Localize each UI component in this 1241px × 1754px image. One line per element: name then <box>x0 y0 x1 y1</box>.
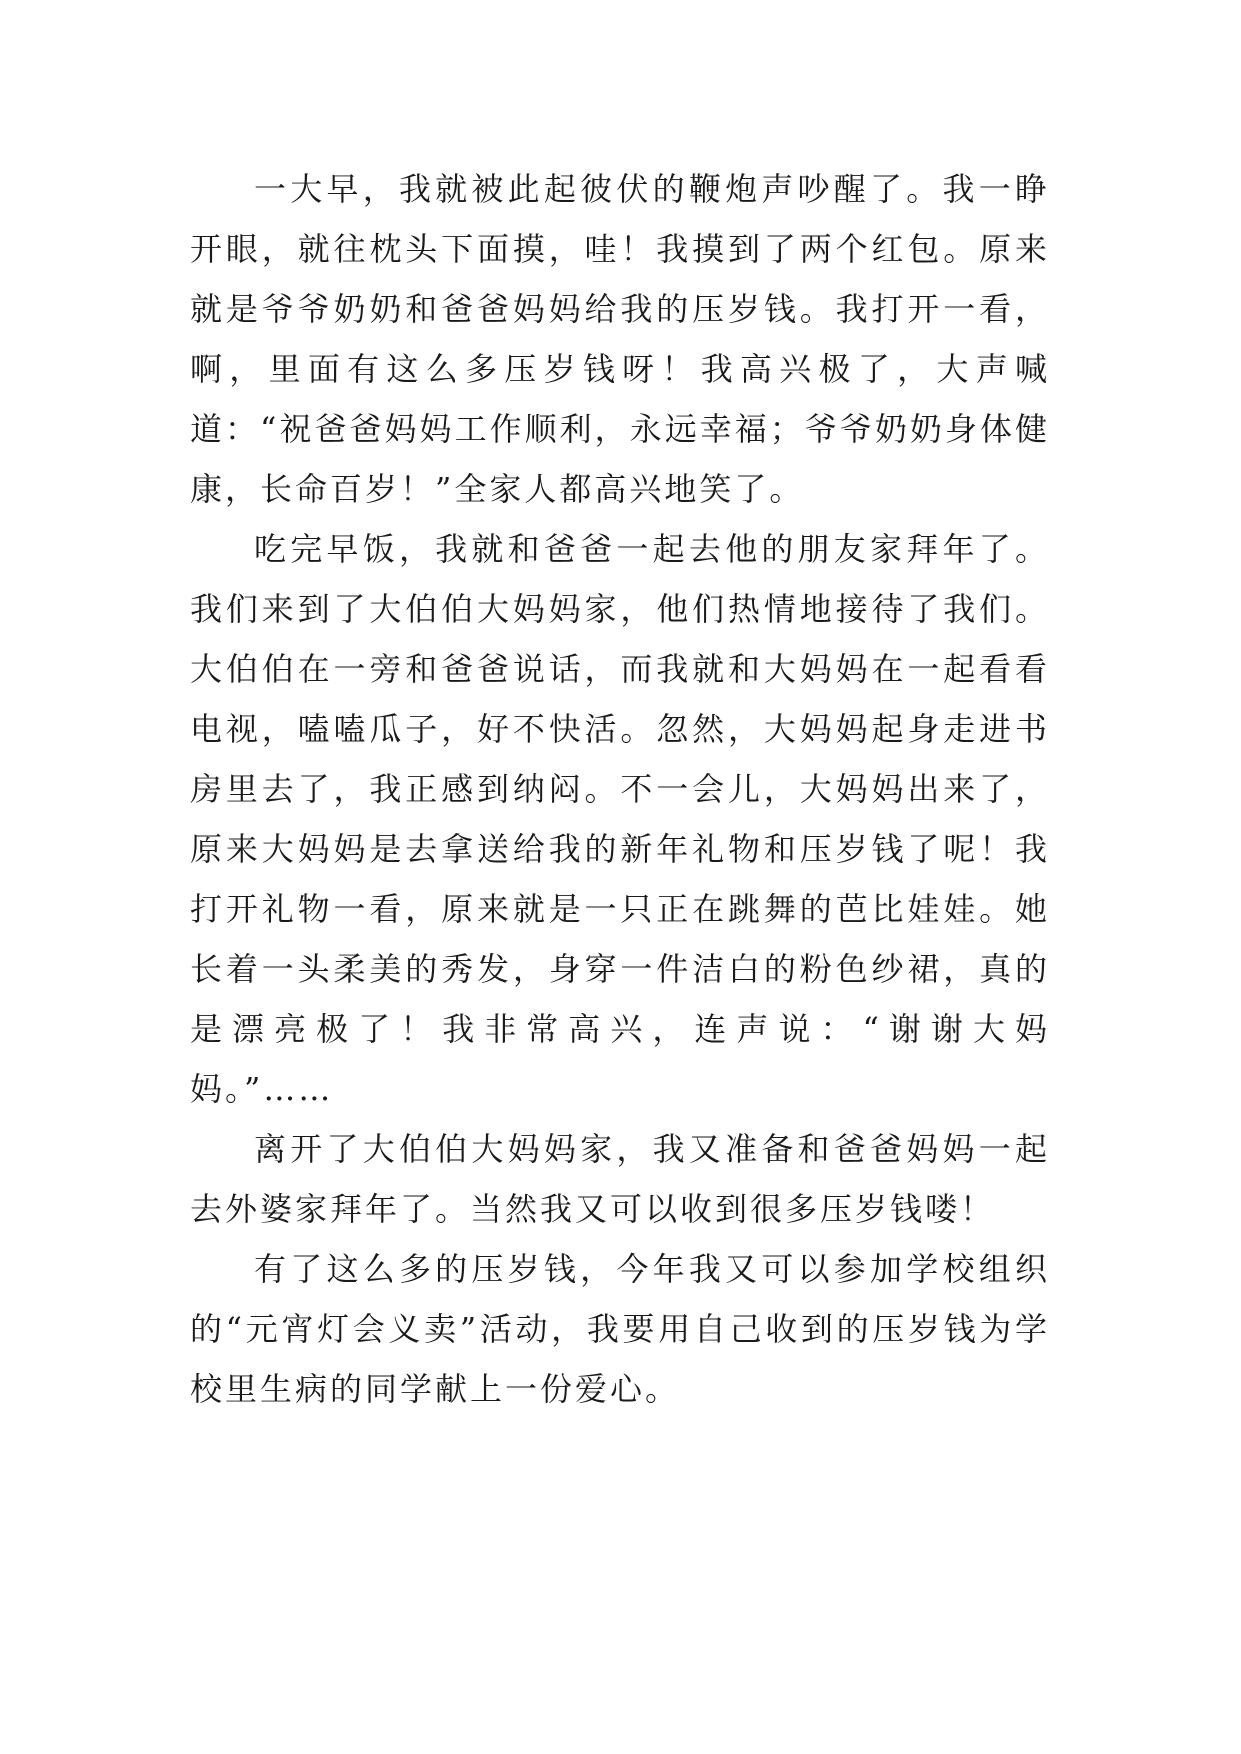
paragraph-1: 一大早，我就被此起彼伏的鞭炮声吵醒了。我一睁开眼，就往枕头下面摸，哇！我摸到了两个红包。原来就是爷爷奶奶和爸爸妈妈给我的压岁钱。我打开一看，啊，里面有这么多压岁钱呀！我高兴极了，大声喊道：“祝爸爸妈妈工作顺利，永远幸福；爷爷奶奶身体健康，长命百岁！”全家人都高兴地笑了。 <box>190 170 1050 508</box>
paragraph-4: 有了这么多的压岁钱，今年我又可以参加学校组织的“元宵灯会义卖”活动，我要用自己收到的压岁钱为学校里生病的同学献上一份爱心。 <box>190 1250 1050 1408</box>
paragraph-2: 吃完早饭，我就和爸爸一起去他的朋友家拜年了。我们来到了大伯伯大妈妈家，他们热情地接待了我们。大伯伯在一旁和爸爸说话，而我就和大妈妈在一起看看电视，嗑嗑瓜子，好不快活。忽然，大妈妈起身走进书房里去了，我正感到纳闷。不一会儿，大妈妈出来了，原来大妈妈是去拿送给我的新年礼物和压岁钱了呢！我打开礼物一看，原来就是一只正在跳舞的芭比娃娃。她长着一头柔美的秀发，身穿一件洁白的粉色纱裙，真的是漂亮极了！我非常高兴，连声说：“谢谢大妈妈。”…… <box>190 530 1050 1108</box>
paragraph-3: 离开了大伯伯大妈妈家，我又准备和爸爸妈妈一起去外婆家拜年了。当然我又可以收到很多压岁钱喽！ <box>190 1130 1050 1228</box>
document-body <box>190 159 1050 1419</box>
